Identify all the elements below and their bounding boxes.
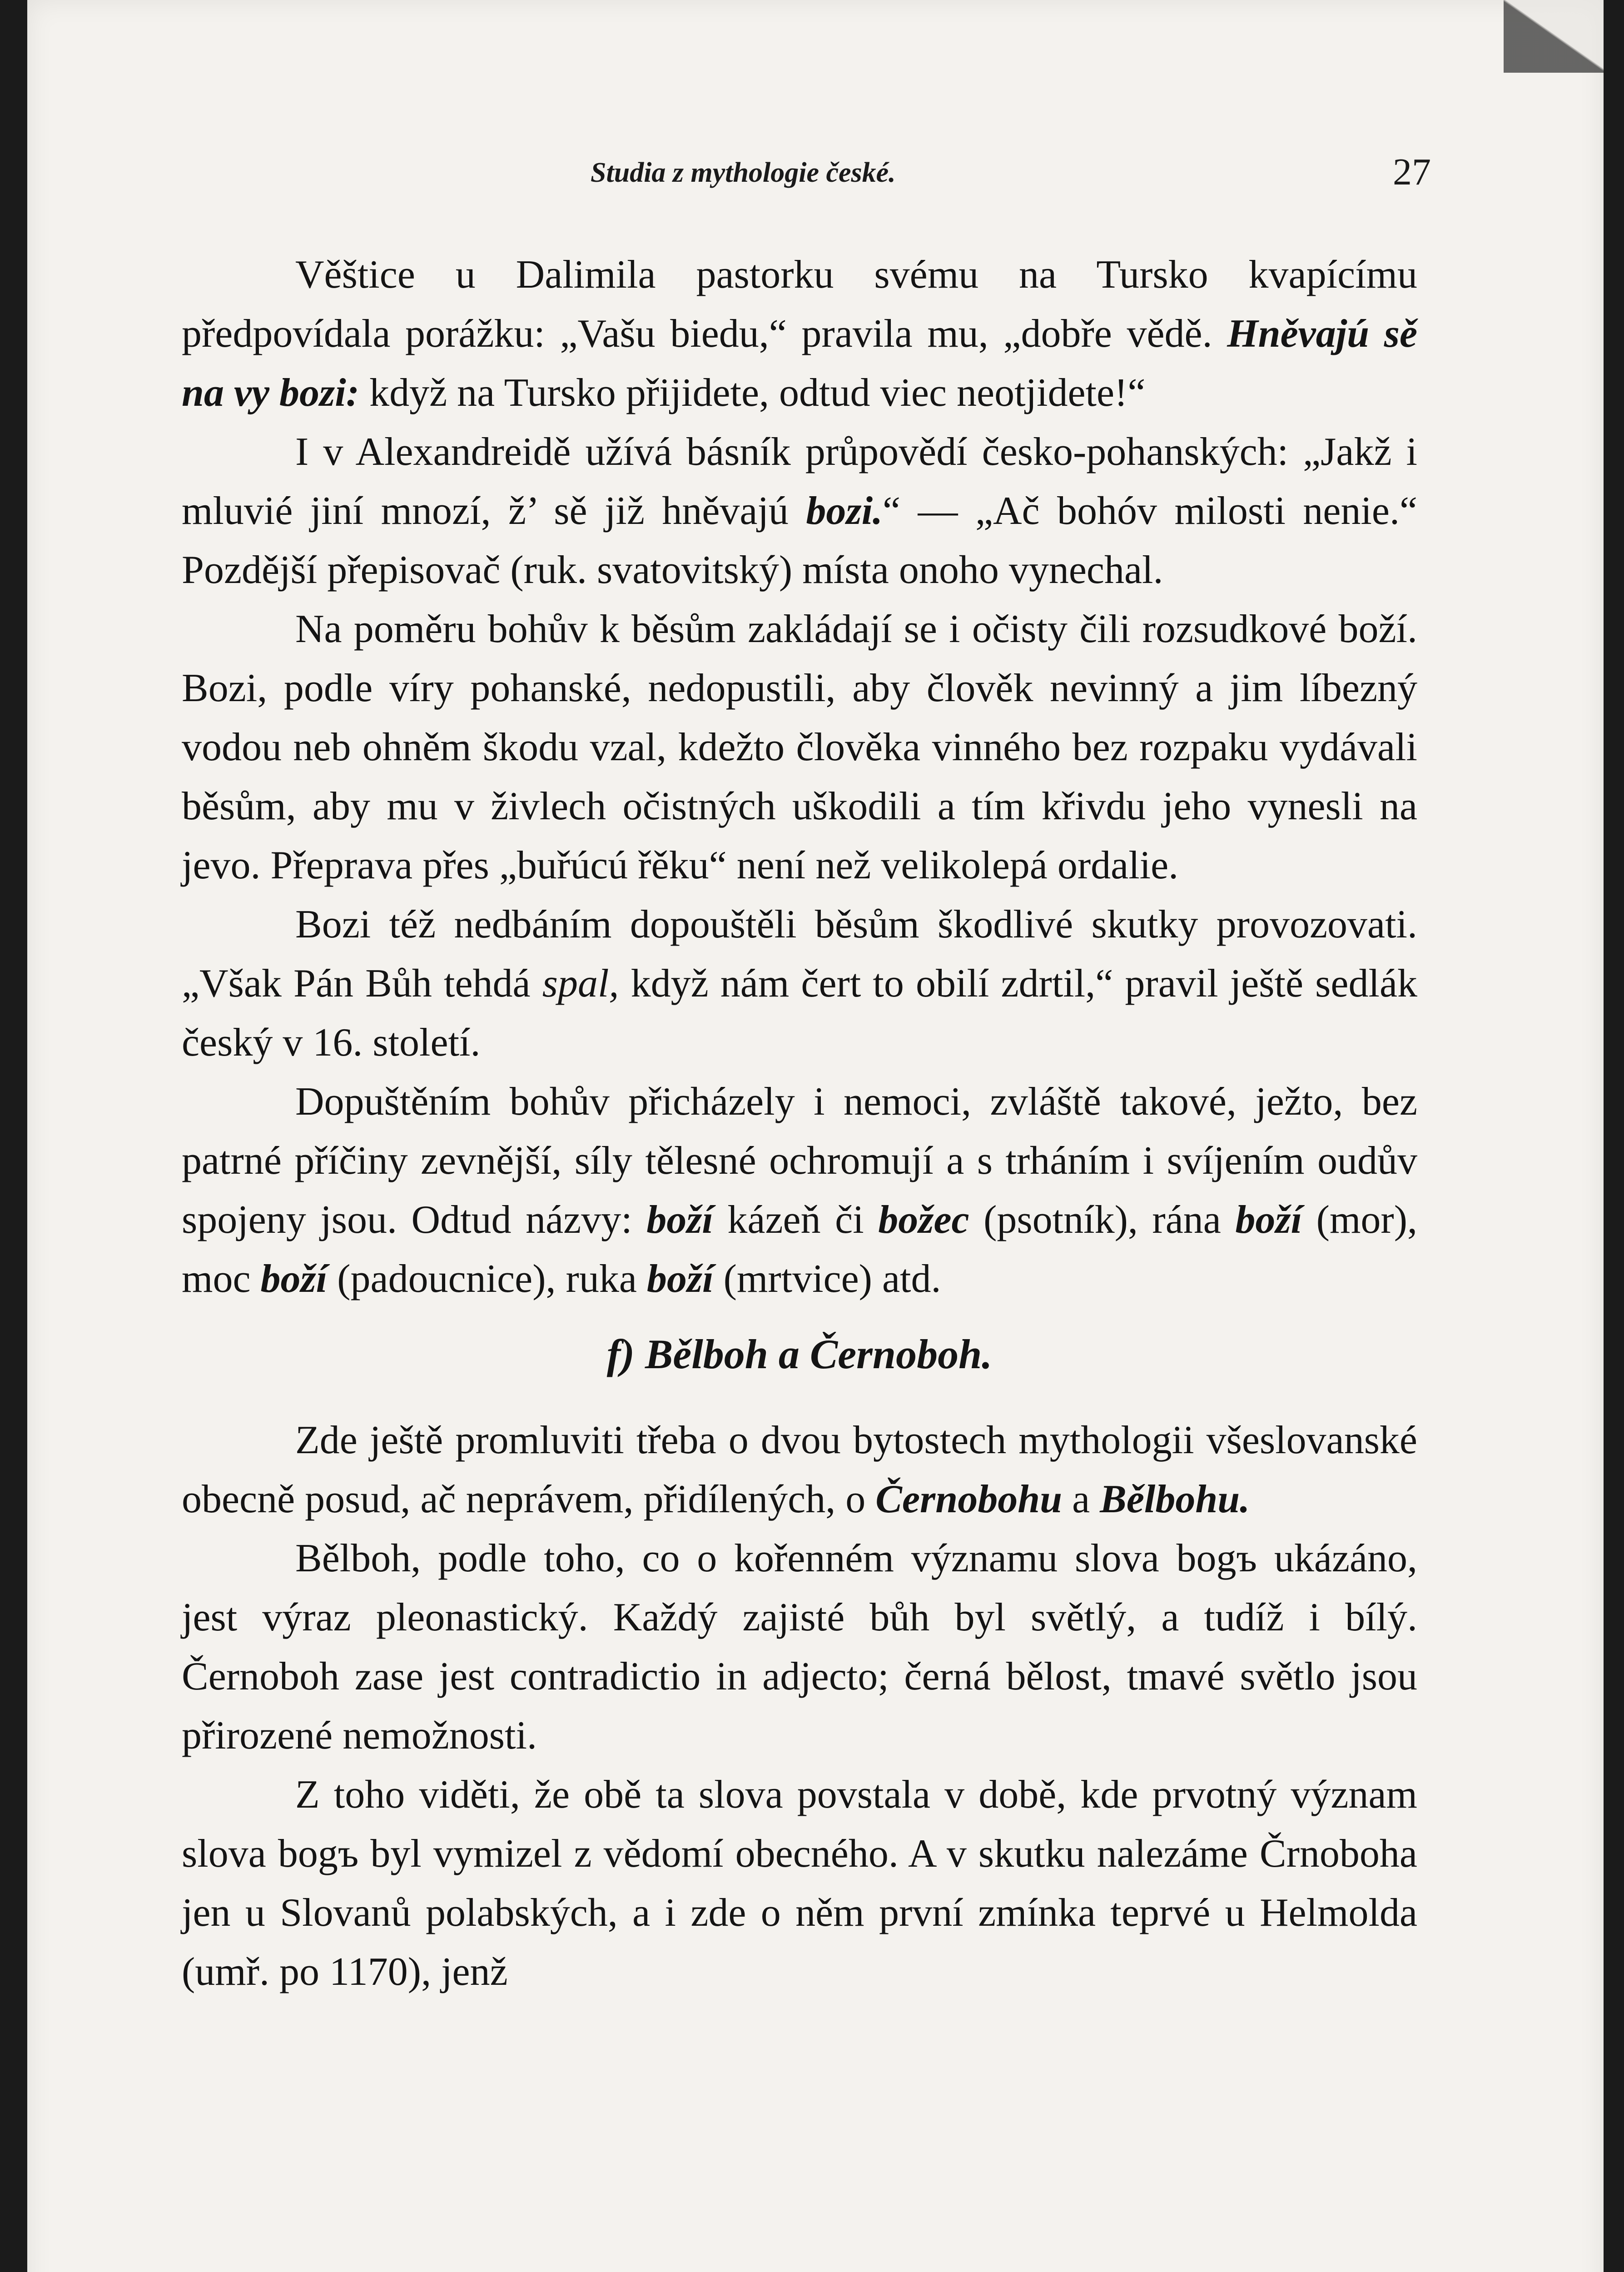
emphasis: božec xyxy=(878,1198,969,1242)
emphasis: boží xyxy=(260,1257,328,1301)
emphasis: Hněvajú sě na vy bozi: xyxy=(182,312,1418,415)
paragraph-1: Věštice u Dalimila pastorku svému na Tursko kvapícímu předpovídala porážku: „Vašu biedu,“ pravila mu, „dobře vědě. Hněvajú sě na vy bozi: když na Tursko přijidete, odtud viec neotjidete!“ xyxy=(182,253,1418,415)
page-number: 27 xyxy=(1393,151,1431,193)
paragraph-2: I v Alexandreidě užívá básník průpovědí česko-pohanských: „Jakž i mluvié jiní mnozí, ž’ sě již hněvajú bozi.“ — „Ač bohóv milosti nenie.“ Pozdější přepisovač (ruk. svatovitský) místa onoho vynechal. xyxy=(182,430,1418,592)
section-heading: f) Bělboh a Černoboh. xyxy=(606,1331,993,1377)
page-header xyxy=(159,150,1431,204)
emphasis: boží xyxy=(646,1257,714,1301)
emphasis: bozi. xyxy=(806,489,883,533)
emphasis: spal, xyxy=(542,962,619,1006)
emphasis: Černobohu xyxy=(875,1477,1063,1521)
running-title: Studia z mythologie české. xyxy=(591,157,896,188)
paragraph-7: Bělboh, podle toho, co o kořenném významu slova bogъ ukázáno, jest výraz pleonastický. Každý zajisté bůh byl světlý, a tudíž i bílý. Černoboh zase jest contradictio in adjecto; černá bělost, tmavé světlo jsou přirozené nemožnosti. xyxy=(182,1536,1417,1758)
emphasis: boží xyxy=(646,1198,713,1242)
emphasis: Bělbohu. xyxy=(1100,1477,1250,1521)
emphasis: boží xyxy=(1235,1198,1302,1242)
paragraph-6: Zde ještě promluviti třeba o dvou bytostech mythologii všeslovanské obecně posud, ač neprávem, přidílených, o Černobohu a Bělbohu. xyxy=(182,1418,1417,1521)
paragraph-5: Dopuštěním bohův přicházely i nemoci, zvláště takové, ježto, bez patrné příčiny zevnější, síly tělesné ochromují a s trháním i svíjením oudův spojeny jsou. Odtud názvy: boží kázeň či božec (psotník), rána boží (mor), moc boží (padoucnice), ruka boží (mrtvice) atd. xyxy=(182,1080,1417,1301)
page-corner-fold xyxy=(1504,0,1604,73)
book-page xyxy=(27,0,1604,2272)
paragraph-8: Z toho viděti, že obě ta slova povstala v době, kde prvotný význam slova bogъ byl vymizel z vědomí obecného. A v skutku nalezáme Črnoboha jen u Slovanů polabských, a i zde o něm první zmínka teprvé u Helmolda (umř. po 1170), jenž xyxy=(182,1773,1417,1994)
paragraph-4: Bozi též nedbáním dopouštěli běsům škodlivé skutky provozovati. „Však Pán Bůh tehdá spal, když nám čert to obilí zdrtil,“ pravil ještě sedlák český v 16. století. xyxy=(182,902,1417,1065)
paragraph-3: Na poměru bohův k běsům zakládají se i očisty čili rozsudkové boží. Bozi, podle víry pohanské, nedopustili, aby člověk nevinný a jim líbezný vodou neb ohněm škodu vzal, kdežto člověka vinného bez rozpaku vydávali běsům, aby mu v živlech očistných uškodili a tím křivdu jeho vynesli na jevo. Přeprava přes „buřúcú řěku“ není než velikolepá ordalie. xyxy=(182,607,1417,887)
body-text xyxy=(182,245,1417,2002)
